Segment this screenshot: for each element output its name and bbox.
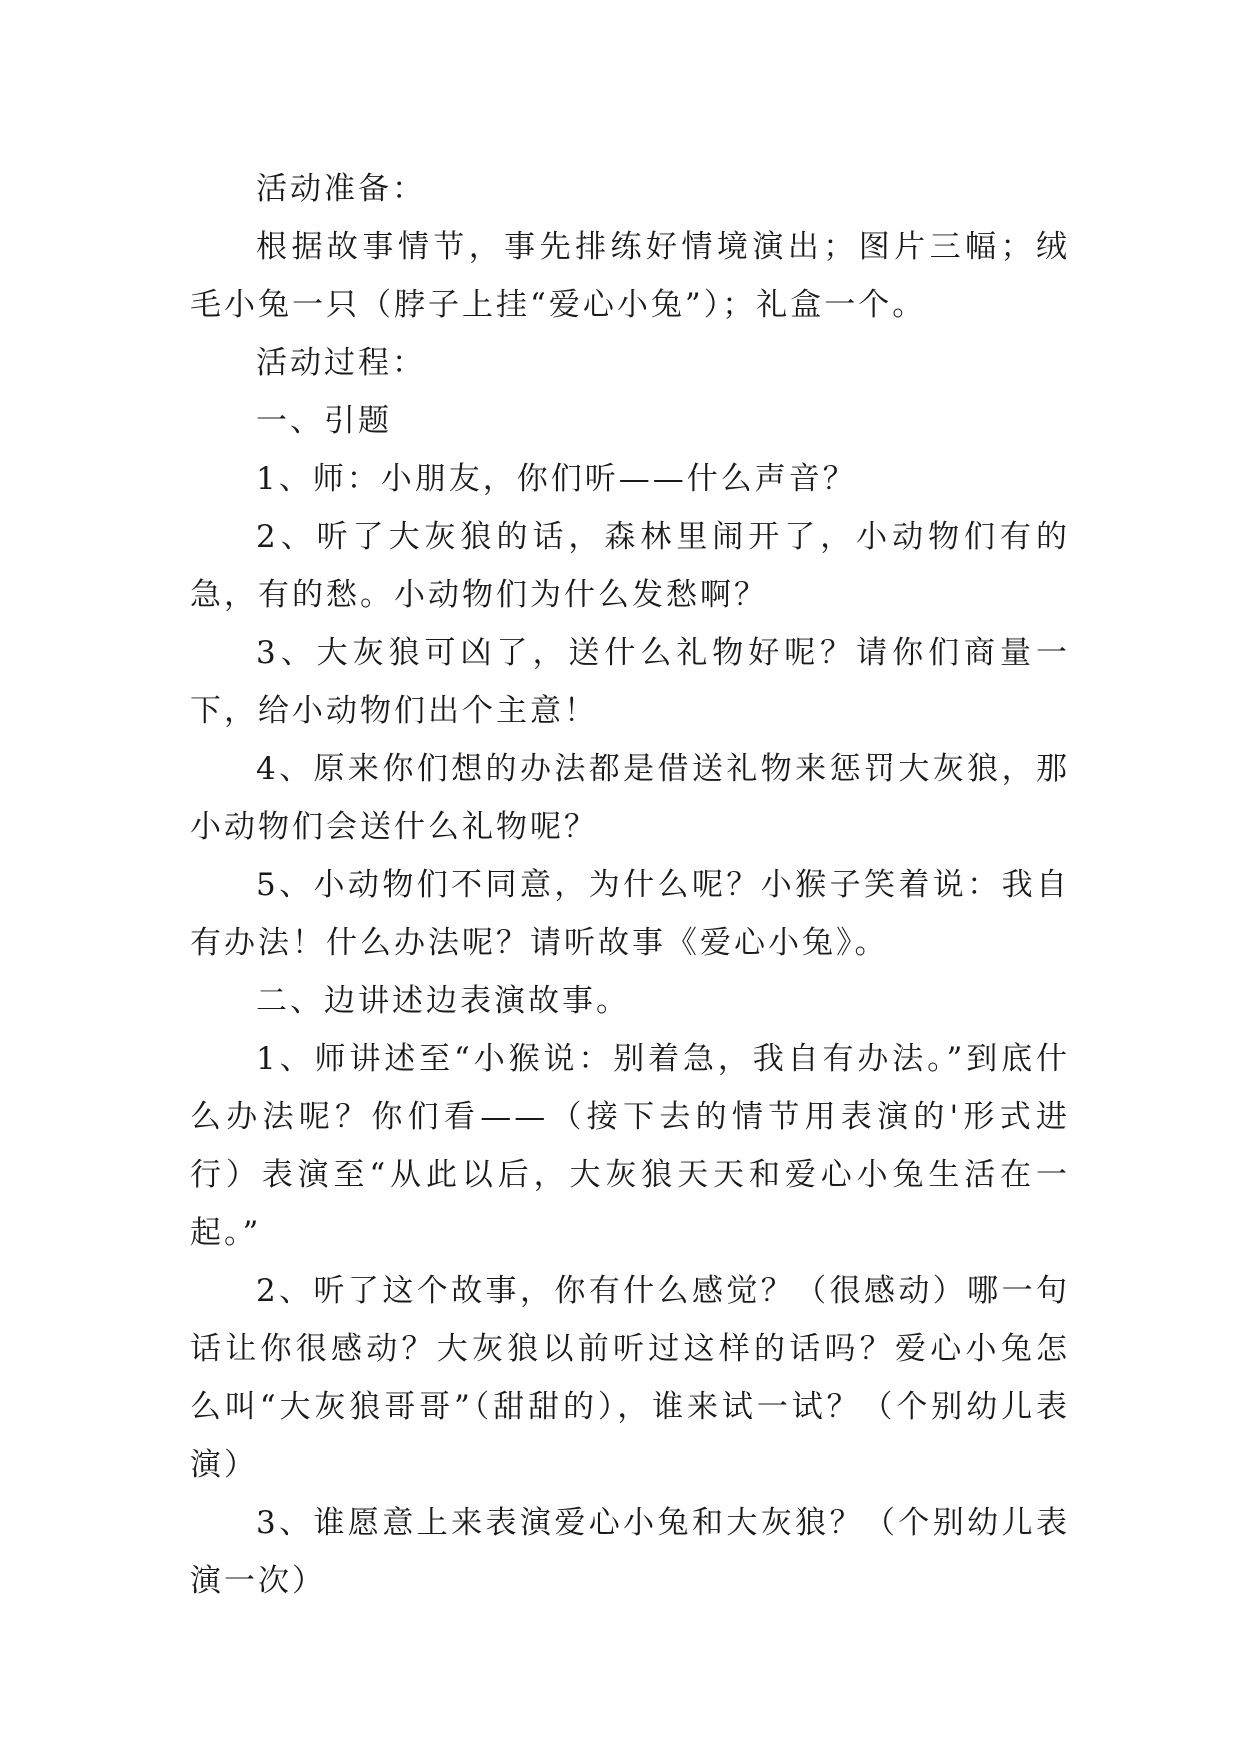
paragraph-step-1: 1、师：小朋友，你们听——什么声音？ [256, 461, 857, 497]
paragraph-step-5: 5、小动物们不同意，为什么呢？小猴子笑着说：我自有办法！什么办法呢？请听故事《爱心小兔》。 [190, 867, 1070, 961]
paragraph-story-step-2: 2、听了这个故事，你有什么感觉？（很感动）哪一句话让你很感动？大灰狼以前听过这样的话吗？爱心小兔怎么叫“大灰狼哥哥”（甜甜的），谁来试一试？（个别幼儿表演） [190, 1273, 1070, 1483]
paragraph-story-step-1: 1、师讲述至“小猴说：别着急，我自有办法。”到底什么办法呢？你们看——（接下去的情节用表演的'形式进行）表演至“从此以后，大灰狼天天和爱心小兔生活在一起。” [190, 1041, 1070, 1251]
paragraph-preparation: 根据故事情节，事先排练好情境演出；图片三幅；绒毛小兔一只（脖子上挂“爱心小兔”）；礼盒一个。 [190, 229, 1070, 323]
subheading-storytelling: 二、边讲述边表演故事。 [256, 983, 630, 1019]
paragraph-step-4: 4、原来你们想的办法都是借送礼物来惩罚大灰狼，那小动物们会送什么礼物呢？ [190, 751, 1070, 845]
paragraph-story-step-3: 3、谁愿意上来表演爱心小兔和大灰狼？（个别幼儿表演一次） [190, 1505, 1070, 1599]
section-heading-preparation: 活动准备： [256, 171, 426, 207]
paragraph-step-2: 2、听了大灰狼的话，森林里闹开了，小动物们有的急，有的愁。小动物们为什么发愁啊？ [190, 519, 1070, 613]
paragraph-step-3: 3、大灰狼可凶了，送什么礼物好呢？请你们商量一下，给小动物们出个主意！ [190, 635, 1070, 729]
subheading-introduction: 一、引题 [256, 403, 392, 439]
document-body [190, 160, 1070, 1610]
section-heading-process: 活动过程： [256, 345, 426, 381]
